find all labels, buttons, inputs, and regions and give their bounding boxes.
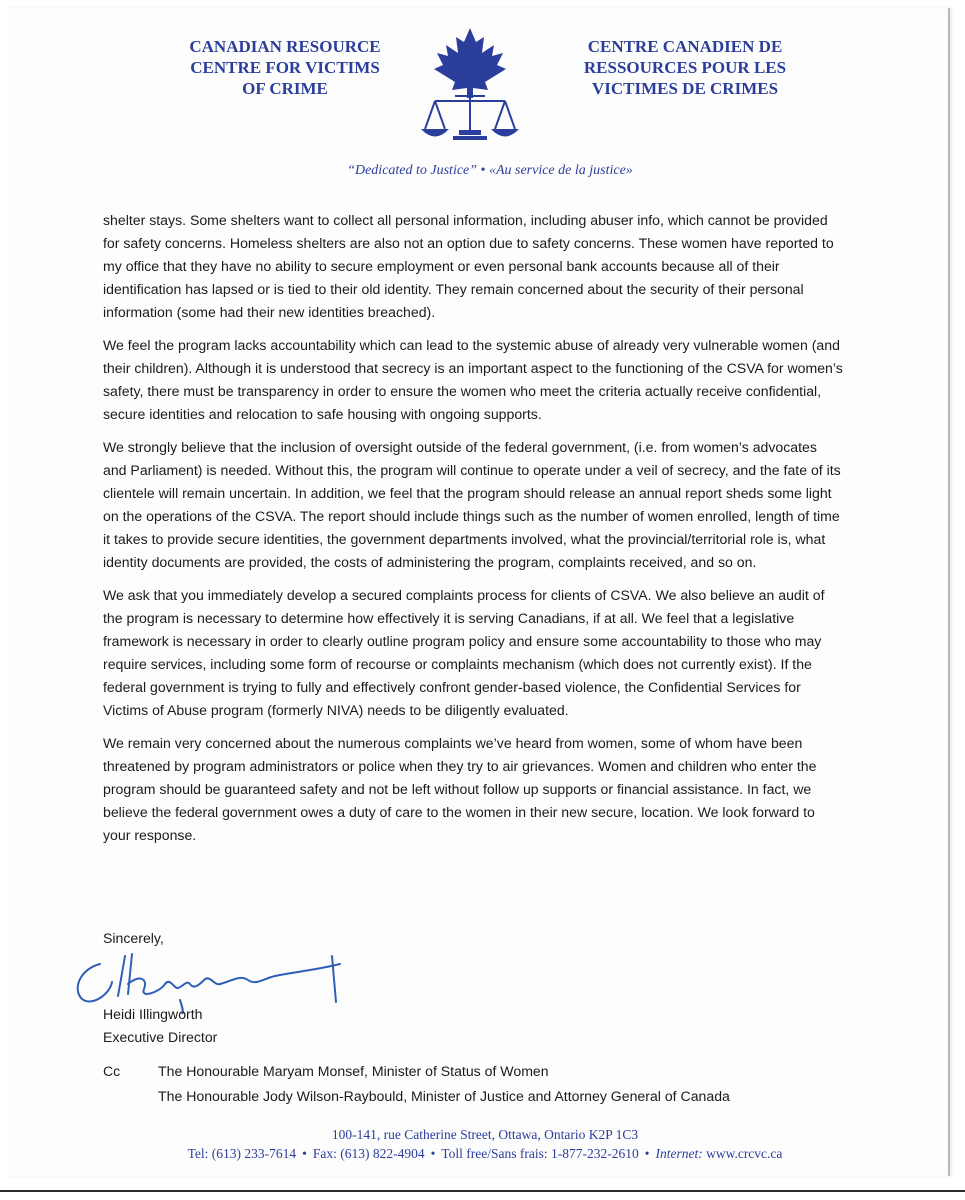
org-en-line-1: CANADIAN RESOURCE	[189, 37, 381, 56]
salutation: Sincerely,	[103, 930, 164, 946]
paragraph: We ask that you immediately develop a secured complaints process for clients of CSVA. We also believe an audit of the program is necessary to determine how effectively it is serving Canadians, if at all. We feel that a legislative framework is necessary in order to clearly outline program policy and ensure some accountability to those who may require services, including some form of recourse or complaints mechanism (which does not currently exist). If the federal government is trying to fully and effectively confront gender-based violence, the Confidential Services for Victims of Abuse program (formerly NIVA) needs to be diligently evaluated.	[103, 587, 825, 718]
cc-recipient: The Honourable Jody Wilson-Raybould, Minister of Justice and Attorney General of Canada	[158, 1088, 730, 1104]
cc-recipient: The Honourable Maryam Monsef, Minister of Status of Women	[158, 1063, 549, 1079]
footer-address: 100-141, rue Catherine Street, Ottawa, Ontario K2P 1C3	[331, 1127, 639, 1142]
bullet-separator: •	[430, 1146, 436, 1161]
org-name-french	[555, 36, 815, 99]
cc-label: Cc	[103, 1063, 121, 1079]
bottom-rule	[0, 1190, 965, 1192]
tagline: “Dedicated to Justice” • «Au service de la justice»	[347, 163, 633, 178]
signer-title: Executive Director	[103, 1029, 218, 1045]
bullet-separator: •	[302, 1146, 307, 1161]
paragraph: We strongly believe that the inclusion of oversight outside of the federal government, (i.e. from women’s advocates and Parliament) is needed. Without this, the program will continue to operate under a veil of secrecy, and the fate of its clientele will remain uncertain. In addition, we feel that the program should release an annual report sheds some light on the operations of the CSVA. The report should include things such as the number of women enrolled, length of time it takes to provide secure identities, the government departments involved, what the provincial/territorial role is, what identity documents are provided, the costs of administering the program, complaints received, and so on.	[103, 439, 841, 570]
signer-name: Heidi Illingworth	[103, 1006, 203, 1022]
footer-contact	[100, 1146, 870, 1162]
paragraph: We feel the program lacks accountability which can lead to the systemic abuse of already very vulnerable women (and their children). Although it is understood that secrecy is an important aspect to the functioning of the CSVA for women’s safety, there must be transparency in order to ensure the women who meet the criteria actually receive confidential, secure identities and relocation to safe housing with ongoing supports.	[103, 337, 843, 422]
paragraph: shelter stays. Some shelters want to collect all personal information, including abuser info, which cannot be provided for safety concerns. Homeless shelters are also not an option due to safety concerns. These women have reported to my office that they have no ability to secure employment or even personal bank accounts because all of their identification has lapsed or is tied to their old identity. They remain concerned about the security of their personal information (some had their new identities breached).	[103, 212, 834, 320]
footer-website: www.crcvc.ca	[706, 1146, 783, 1161]
footer-tollfree: Toll free/Sans frais: 1-877-232-2610	[441, 1146, 639, 1161]
org-fr-line-2: RESSOURCES POUR LES	[583, 58, 787, 77]
org-fr-line-3: VICTIMES DE CRIMES	[591, 79, 779, 98]
org-en-line-3: OF CRIME	[242, 79, 328, 98]
bullet-separator: •	[644, 1146, 650, 1161]
signer-block	[103, 1003, 217, 1049]
org-en-line-2: CENTRE FOR VICTIMS	[190, 58, 380, 77]
footer-internet-label: Internet:	[655, 1146, 703, 1161]
footer-tel: Tel: (613) 233-7614	[187, 1146, 297, 1161]
letter-body	[103, 209, 843, 857]
footer-fax: Fax: (613) 822-4904	[312, 1146, 425, 1161]
org-fr-line-1: CENTRE CANADIEN DE	[587, 37, 783, 56]
paragraph: We remain very concerned about the numerous complaints we’ve heard from women, some of whom have been threatened by program administrators or police when they try to air grievances. Women and children who enter the program should be guaranteed safety and not be left without follow up supports or financial assistance. In fact, we believe the federal government owes a duty of care to the women in their new secure, location. We look forward to your response.	[103, 735, 817, 843]
maple-leaf-scales-icon	[415, 26, 525, 156]
cc-list	[158, 1059, 858, 1109]
org-name-english	[165, 36, 405, 99]
